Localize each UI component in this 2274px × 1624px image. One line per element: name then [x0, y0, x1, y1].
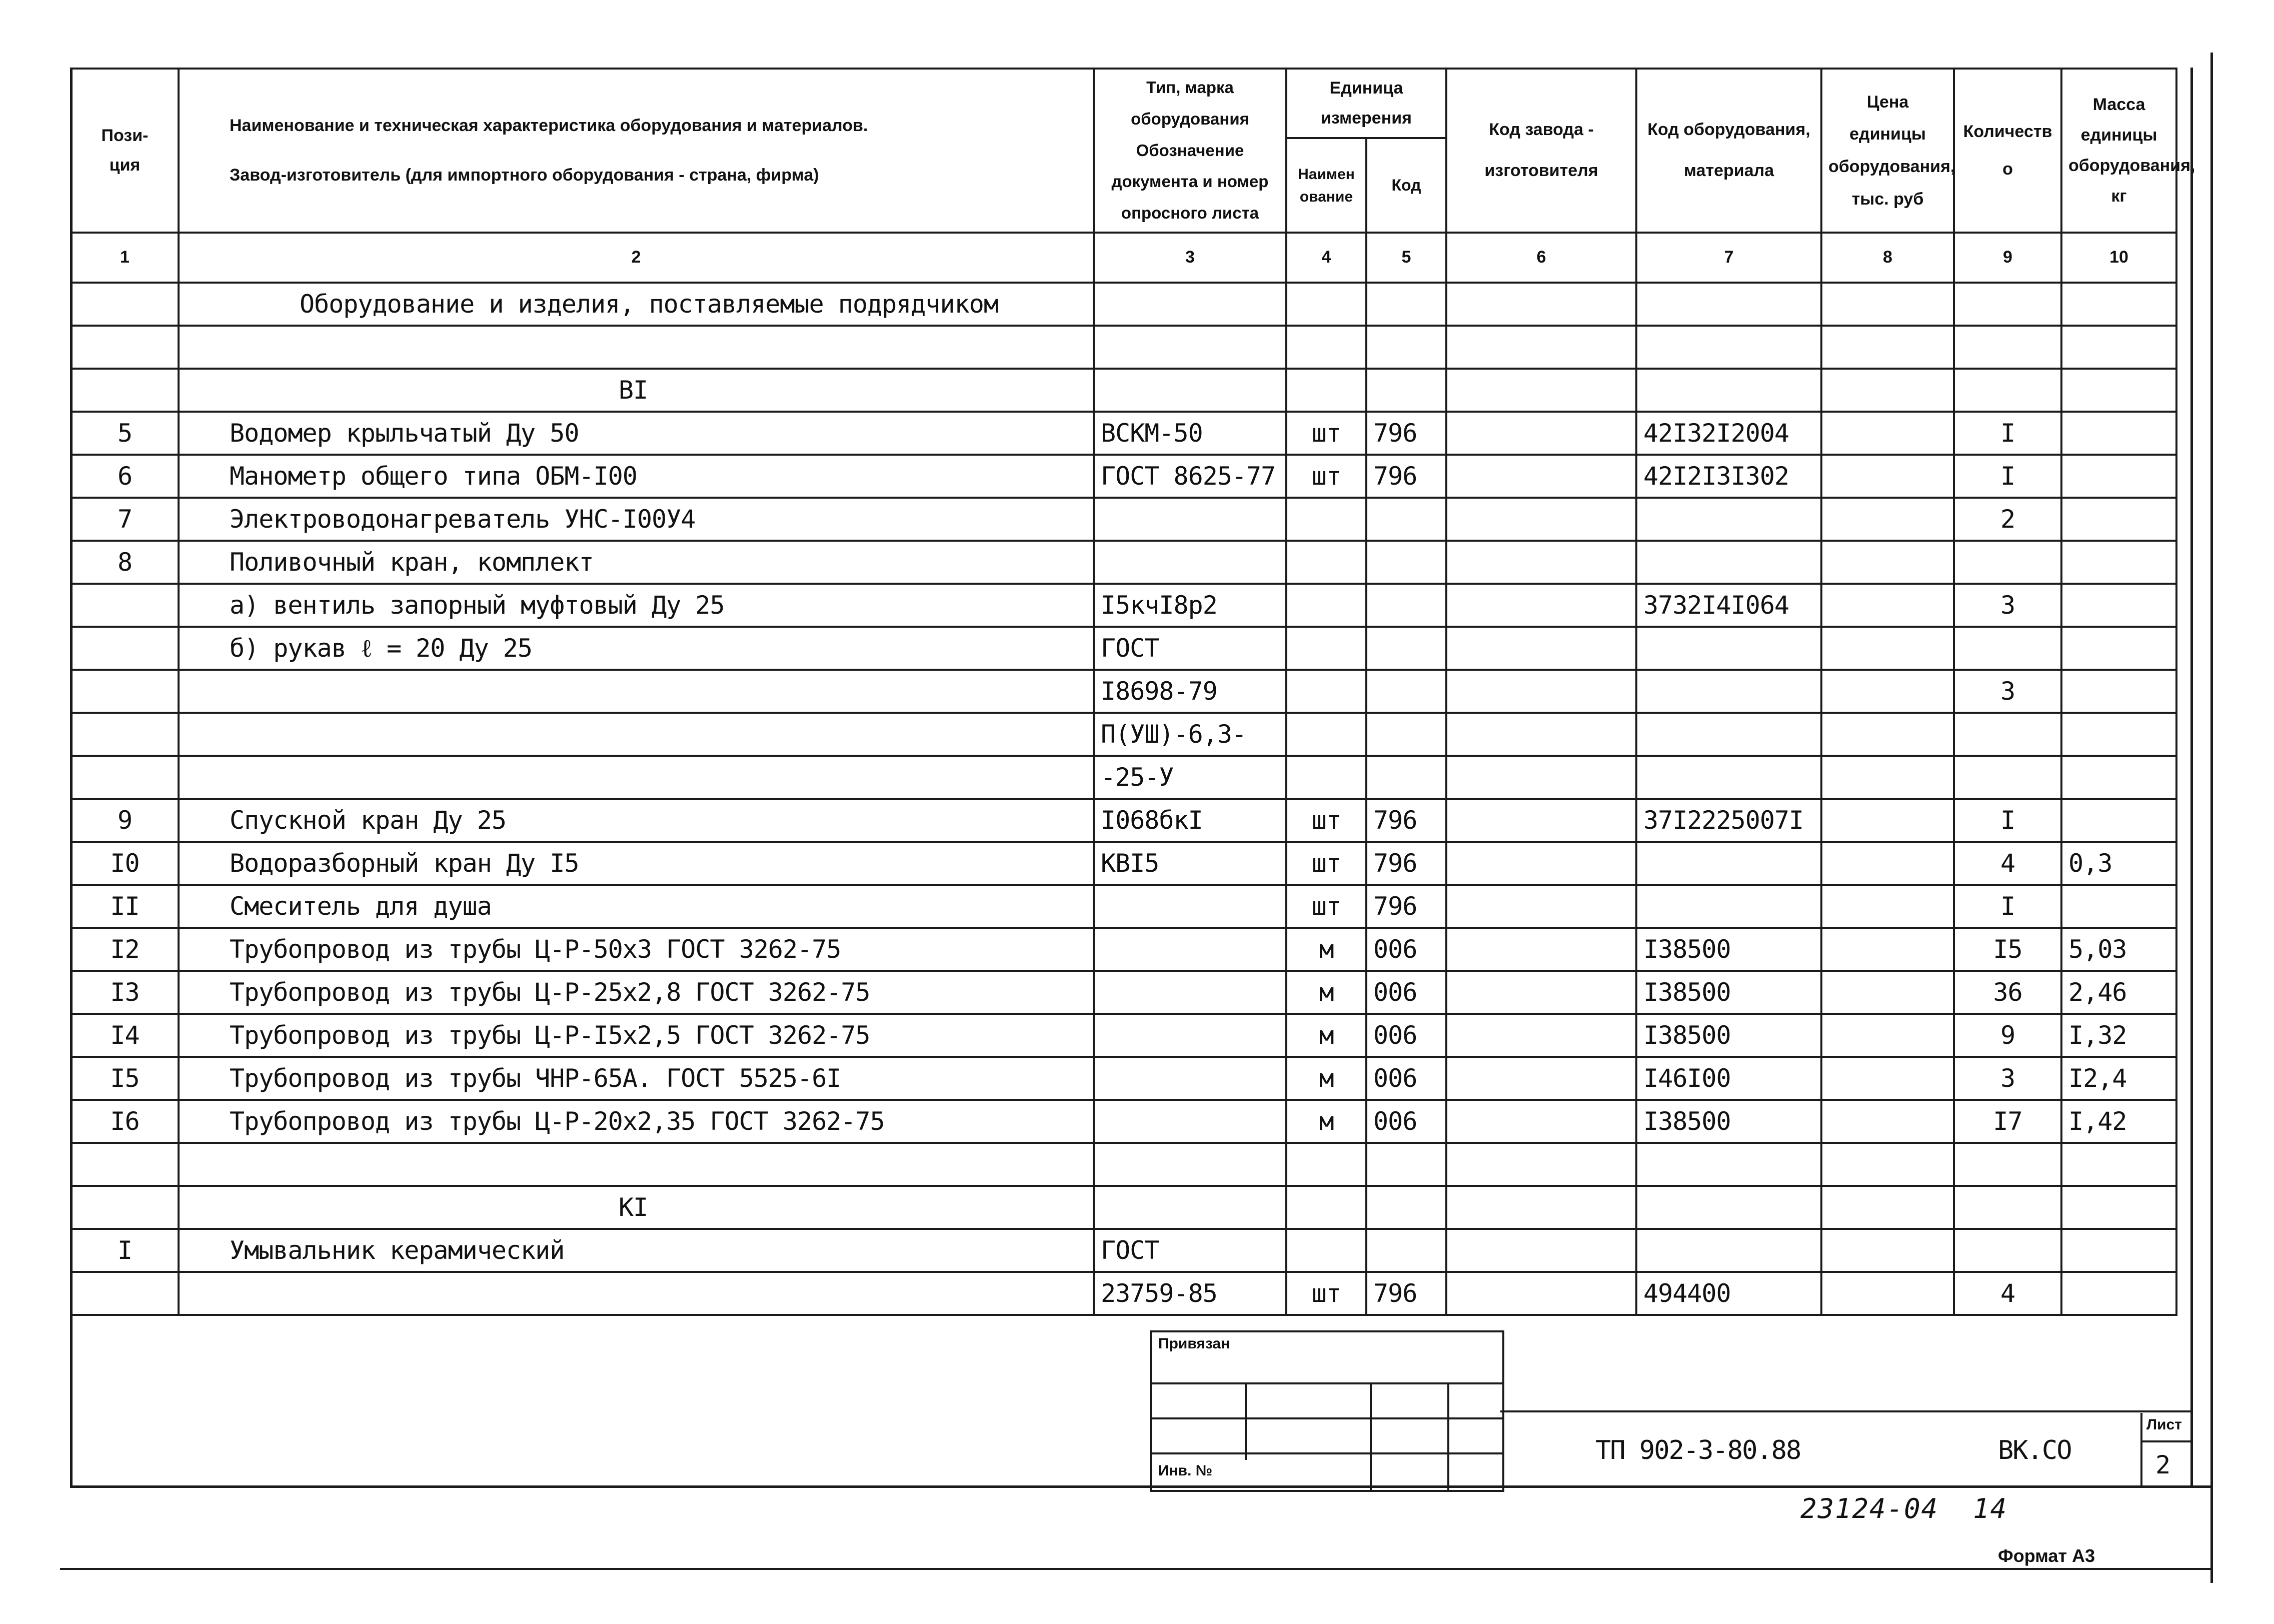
quantity-cell: I5	[1954, 928, 2061, 971]
equipment-code-cell	[1636, 885, 1821, 928]
equipment-code-cell	[1636, 498, 1821, 541]
position-cell: I3	[71, 971, 179, 1014]
equipment-code-cell: 37I2225007I	[1636, 799, 1821, 842]
equipment-code-cell: 42I32I2004	[1636, 412, 1821, 455]
unit-cell: шт	[1286, 799, 1366, 842]
plant-code-cell	[1446, 756, 1636, 799]
header-unit-group: Единица измерения	[1286, 69, 1446, 138]
mass-cell	[2061, 1272, 2176, 1315]
mass-cell: 2,46	[2061, 971, 2176, 1014]
equipment-code-cell	[1636, 627, 1821, 670]
mass-cell	[2061, 670, 2176, 713]
quantity-cell: 3	[1954, 584, 2061, 627]
table-row	[71, 1014, 2176, 1057]
frame-left-border	[70, 68, 73, 1488]
price-cell	[1821, 412, 1954, 455]
price-cell	[1821, 842, 1954, 885]
name-cell: Трубопровод из трубы Ц-Р-20х2,35 ГОСТ 3262-75	[179, 1100, 1094, 1143]
position-cell	[71, 1272, 179, 1315]
quantity-cell: 3	[1954, 1057, 2061, 1100]
stamp-divider	[1370, 1382, 1372, 1490]
mass-cell: 5,03	[2061, 928, 2176, 971]
equipment-code-cell	[1636, 713, 1821, 756]
specification-table	[70, 68, 2195, 1316]
col-number: 8	[1821, 233, 1954, 283]
table-row	[71, 756, 2176, 799]
empty-row	[71, 326, 2176, 369]
inventory-number-label: Инв. №	[1158, 1462, 1213, 1479]
type-cell: П(УШ)-6,3-	[1094, 713, 1286, 756]
col-number: 9	[1954, 233, 2061, 283]
price-cell	[1821, 1100, 1954, 1143]
mass-cell	[2061, 799, 2176, 842]
position-cell: 6	[71, 455, 179, 498]
stamp-line	[1152, 1452, 1502, 1454]
quantity-cell: 4	[1954, 1272, 2061, 1315]
quantity-cell: I7	[1954, 1100, 2061, 1143]
unit-cell	[1286, 498, 1366, 541]
unit-cell	[1286, 756, 1366, 799]
plant-code-cell	[1446, 842, 1636, 885]
header-quantity: Количество	[1954, 69, 2061, 233]
col-number: 4	[1286, 233, 1366, 283]
type-cell: ГОСТ	[1094, 1229, 1286, 1272]
unit-code-cell: 006	[1366, 1100, 1446, 1143]
type-cell	[1094, 885, 1286, 928]
table-row	[71, 498, 2176, 541]
col-number: 2	[179, 233, 1094, 283]
column-numbers-row	[71, 233, 2176, 283]
quantity-cell: I	[1954, 885, 2061, 928]
price-cell	[1821, 1229, 1954, 1272]
price-cell	[1821, 1272, 1954, 1315]
quantity-cell: 9	[1954, 1014, 2061, 1057]
table-row	[71, 541, 2176, 584]
position-cell: 7	[71, 498, 179, 541]
plant-code-cell	[1446, 1100, 1636, 1143]
position-cell: I	[71, 1229, 179, 1272]
type-cell	[1094, 971, 1286, 1014]
unit-cell	[1286, 584, 1366, 627]
quantity-cell	[1954, 713, 2061, 756]
unit-code-cell: 796	[1366, 842, 1446, 885]
mass-cell	[2061, 713, 2176, 756]
table-row	[71, 713, 2176, 756]
stamp-divider	[1245, 1382, 1247, 1460]
table-row	[71, 885, 2176, 928]
col-number: 7	[1636, 233, 1821, 283]
mass-cell	[2061, 498, 2176, 541]
unit-code-cell	[1366, 627, 1446, 670]
type-cell	[1094, 541, 1286, 584]
mass-cell	[2061, 756, 2176, 799]
header-unit-code: Код	[1366, 138, 1446, 233]
type-cell	[1094, 498, 1286, 541]
type-cell: I5кчI8р2	[1094, 584, 1286, 627]
table-row	[71, 670, 2176, 713]
price-cell	[1821, 627, 1954, 670]
table-row	[71, 1100, 2176, 1143]
name-cell	[179, 670, 1094, 713]
name-cell: Трубопровод из трубы Ц-Р-I5х2,5 ГОСТ 3262-75	[179, 1014, 1094, 1057]
plant-code-cell	[1446, 1057, 1636, 1100]
sheet-number: 2	[2155, 1450, 2171, 1479]
col-number: 5	[1366, 233, 1446, 283]
col-number: 10	[2061, 233, 2176, 283]
name-cell: Электроводонагреватель УНС-I00У4	[179, 498, 1094, 541]
table-row	[71, 799, 2176, 842]
mass-cell	[2061, 584, 2176, 627]
type-cell: ГОСТ 8625-77	[1094, 455, 1286, 498]
table-row	[71, 842, 2176, 885]
name-cell: Умывальник керамический	[179, 1229, 1094, 1272]
header-plant-code: Код завода - изготовителя	[1446, 69, 1636, 233]
name-cell: Трубопровод из трубы Ц-Р-25х2,8 ГОСТ 3262-75	[179, 971, 1094, 1014]
unit-code-cell	[1366, 713, 1446, 756]
equipment-code-cell: I38500	[1636, 1014, 1821, 1057]
section-title-b1: BI	[179, 369, 1094, 412]
name-cell: Трубопровод из трубы ЧНР-65А. ГОСТ 5525-6I	[179, 1057, 1094, 1100]
format-line	[60, 1568, 2210, 1570]
table-row	[71, 1272, 2176, 1315]
unit-cell: шт	[1286, 885, 1366, 928]
price-cell	[1821, 756, 1954, 799]
price-cell	[1821, 670, 1954, 713]
table-row	[71, 928, 2176, 971]
plant-code-cell	[1446, 1229, 1636, 1272]
table-row	[71, 627, 2176, 670]
unit-code-cell: 006	[1366, 1057, 1446, 1100]
position-cell	[71, 670, 179, 713]
position-cell: I5	[71, 1057, 179, 1100]
unit-code-cell	[1366, 541, 1446, 584]
type-cell	[1094, 1014, 1286, 1057]
binding-label: Привязан	[1158, 1335, 1230, 1352]
price-cell	[1821, 971, 1954, 1014]
quantity-cell: I	[1954, 799, 2061, 842]
price-cell	[1821, 541, 1954, 584]
unit-cell: м	[1286, 1014, 1366, 1057]
plant-code-cell	[1446, 799, 1636, 842]
quantity-cell: I	[1954, 412, 2061, 455]
type-cell: ВСКМ-50	[1094, 412, 1286, 455]
price-cell	[1821, 799, 1954, 842]
unit-cell: шт	[1286, 412, 1366, 455]
plant-code-cell	[1446, 541, 1636, 584]
unit-cell	[1286, 627, 1366, 670]
price-cell	[1821, 498, 1954, 541]
plant-code-cell	[1446, 412, 1636, 455]
position-cell: I2	[71, 928, 179, 971]
document-code: ТП 902-3-80.88	[1595, 1435, 1801, 1465]
type-cell: КВI5	[1094, 842, 1286, 885]
table-row	[71, 584, 2176, 627]
unit-code-cell: 796	[1366, 455, 1446, 498]
section-title-k1: KI	[179, 1186, 1094, 1229]
price-cell	[1821, 713, 1954, 756]
unit-cell	[1286, 670, 1366, 713]
col-number: 3	[1094, 233, 1286, 283]
unit-code-cell	[1366, 584, 1446, 627]
unit-cell: м	[1286, 1100, 1366, 1143]
position-cell: 9	[71, 799, 179, 842]
table-row	[71, 455, 2176, 498]
unit-cell: шт	[1286, 1272, 1366, 1315]
name-cell: Водоразборный кран Ду I5	[179, 842, 1094, 885]
unit-code-cell: 796	[1366, 412, 1446, 455]
unit-cell: шт	[1286, 455, 1366, 498]
quantity-cell: I	[1954, 455, 2061, 498]
position-cell: I0	[71, 842, 179, 885]
price-cell	[1821, 584, 1954, 627]
type-cell	[1094, 1057, 1286, 1100]
position-cell	[71, 713, 179, 756]
type-cell: I8698-79	[1094, 670, 1286, 713]
price-cell	[1821, 1057, 1954, 1100]
mass-cell	[2061, 885, 2176, 928]
equipment-code-cell: 494400	[1636, 1272, 1821, 1315]
plant-code-cell	[1446, 713, 1636, 756]
table-row	[71, 971, 2176, 1014]
empty-row	[71, 1143, 2176, 1186]
stamp-line	[1152, 1417, 1502, 1419]
mass-cell	[2061, 412, 2176, 455]
unit-code-cell: 006	[1366, 928, 1446, 971]
paper-format: Формат А3	[1998, 1545, 2095, 1566]
mass-cell: I2,4	[2061, 1057, 2176, 1100]
group-title-row	[71, 283, 2176, 326]
equipment-code-cell: I38500	[1636, 1100, 1821, 1143]
quantity-cell	[1954, 1229, 2061, 1272]
name-cell: б) рукав ℓ = 20 Ду 25	[179, 627, 1094, 670]
quantity-cell: 36	[1954, 971, 2061, 1014]
stamp-line	[1152, 1382, 1502, 1384]
outer-right-border	[2210, 53, 2213, 1583]
plant-code-cell	[1446, 670, 1636, 713]
name-cell: Манометр общего типа ОБМ-I00	[179, 455, 1094, 498]
name-cell	[179, 713, 1094, 756]
sheet-box-divider	[2142, 1440, 2192, 1442]
header-unit-name: Наименование	[1286, 138, 1366, 233]
frame-right-border	[2190, 68, 2193, 1488]
col-number: 6	[1446, 233, 1636, 283]
stamp-divider	[1447, 1382, 1449, 1490]
unit-cell	[1286, 1229, 1366, 1272]
mass-cell	[2061, 541, 2176, 584]
type-cell	[1094, 928, 1286, 971]
mass-cell: 0,3	[2061, 842, 2176, 885]
plant-code-cell	[1446, 498, 1636, 541]
equipment-code-cell	[1636, 670, 1821, 713]
plant-code-cell	[1446, 455, 1636, 498]
unit-cell: м	[1286, 971, 1366, 1014]
mass-cell: I,42	[2061, 1100, 2176, 1143]
unit-code-cell	[1366, 498, 1446, 541]
price-cell	[1821, 885, 1954, 928]
price-cell	[1821, 928, 1954, 971]
mass-cell	[2061, 627, 2176, 670]
col-number: 1	[71, 233, 179, 283]
position-cell: 8	[71, 541, 179, 584]
section-row-k1	[71, 1186, 2176, 1229]
position-cell: I4	[71, 1014, 179, 1057]
unit-code-cell	[1366, 1229, 1446, 1272]
name-cell: Смеситель для душа	[179, 885, 1094, 928]
name-cell: Поливочный кран, комплект	[179, 541, 1094, 584]
table-row	[71, 412, 2176, 455]
price-cell	[1821, 455, 1954, 498]
type-cell: I068бкI	[1094, 799, 1286, 842]
unit-cell	[1286, 541, 1366, 584]
unit-code-cell: 006	[1366, 1014, 1446, 1057]
equipment-code-cell	[1636, 842, 1821, 885]
quantity-cell: 4	[1954, 842, 2061, 885]
position-cell	[71, 627, 179, 670]
quantity-cell	[1954, 756, 2061, 799]
name-cell: Трубопровод из трубы Ц-Р-50х3 ГОСТ 3262-75	[179, 928, 1094, 971]
price-cell	[1821, 1014, 1954, 1057]
type-cell: -25-У	[1094, 756, 1286, 799]
quantity-cell: 3	[1954, 670, 2061, 713]
unit-cell: м	[1286, 928, 1366, 971]
unit-cell	[1286, 713, 1366, 756]
position-cell	[71, 756, 179, 799]
position-cell: I6	[71, 1100, 179, 1143]
unit-code-cell	[1366, 756, 1446, 799]
type-cell	[1094, 1100, 1286, 1143]
unit-code-cell	[1366, 670, 1446, 713]
header-name-line2: Завод-изготовитель (для импортного оборудования - страна, фирма)	[230, 166, 819, 185]
plant-code-cell	[1446, 971, 1636, 1014]
plant-code-cell	[1446, 1014, 1636, 1057]
sheet-label: Лист	[2146, 1416, 2182, 1433]
equipment-code-cell: I38500	[1636, 971, 1821, 1014]
type-cell: 23759-85	[1094, 1272, 1286, 1315]
header-name-line1: Наименование и техническая характеристика оборудования и материалов.	[230, 116, 868, 135]
equipment-code-cell: 3732I4I064	[1636, 584, 1821, 627]
equipment-code-cell: I46I00	[1636, 1057, 1821, 1100]
plant-code-cell	[1446, 627, 1636, 670]
name-cell: а) вентиль запорный муфтовый Ду 25	[179, 584, 1094, 627]
plant-code-cell	[1446, 885, 1636, 928]
header-name	[179, 69, 1094, 233]
header-price: Цена единицы оборудования, тыс. руб	[1821, 69, 1954, 233]
header-position: Пози- ция	[71, 69, 179, 233]
quantity-cell	[1954, 541, 2061, 584]
equipment-code-cell: I38500	[1636, 928, 1821, 971]
name-cell: Водомер крыльчатый Ду 50	[179, 412, 1094, 455]
quantity-cell: 2	[1954, 498, 2061, 541]
table-row	[71, 1057, 2176, 1100]
equipment-code-cell: 42I2I3I302	[1636, 455, 1821, 498]
unit-code-cell: 796	[1366, 799, 1446, 842]
mass-cell: I,32	[2061, 1014, 2176, 1057]
header-type: Тип, марка оборудования Обозначение документа и номер опросного листа	[1094, 69, 1286, 233]
position-cell: II	[71, 885, 179, 928]
unit-cell: шт	[1286, 842, 1366, 885]
binding-stamp	[1150, 1330, 1504, 1492]
position-cell	[71, 584, 179, 627]
group-title: Оборудование и изделия, поставляемые подрядчиком	[179, 283, 1094, 326]
section-row-b1	[71, 369, 2176, 412]
table-row	[71, 1229, 2176, 1272]
mass-cell	[2061, 455, 2176, 498]
equipment-code-cell	[1636, 756, 1821, 799]
plant-code-cell	[1446, 1272, 1636, 1315]
handwritten-number: 23124-04 14	[1800, 1493, 2008, 1524]
unit-code-cell: 796	[1366, 885, 1446, 928]
name-cell: Спускной кран Ду 25	[179, 799, 1094, 842]
plant-code-cell	[1446, 584, 1636, 627]
document-mark: ВК.СО	[1998, 1435, 2071, 1465]
quantity-cell	[1954, 627, 2061, 670]
equipment-code-cell	[1636, 541, 1821, 584]
plant-code-cell	[1446, 928, 1636, 971]
name-cell	[179, 1272, 1094, 1315]
unit-cell: м	[1286, 1057, 1366, 1100]
header-equipment-code: Код оборудования, материала	[1636, 69, 1821, 233]
name-cell	[179, 756, 1094, 799]
position-cell: 5	[71, 412, 179, 455]
type-cell: ГОСТ	[1094, 627, 1286, 670]
unit-code-cell: 796	[1366, 1272, 1446, 1315]
unit-code-cell: 006	[1366, 971, 1446, 1014]
header-mass: Масса единицы оборудования, кг	[2061, 69, 2176, 233]
equipment-code-cell	[1636, 1229, 1821, 1272]
mass-cell	[2061, 1229, 2176, 1272]
